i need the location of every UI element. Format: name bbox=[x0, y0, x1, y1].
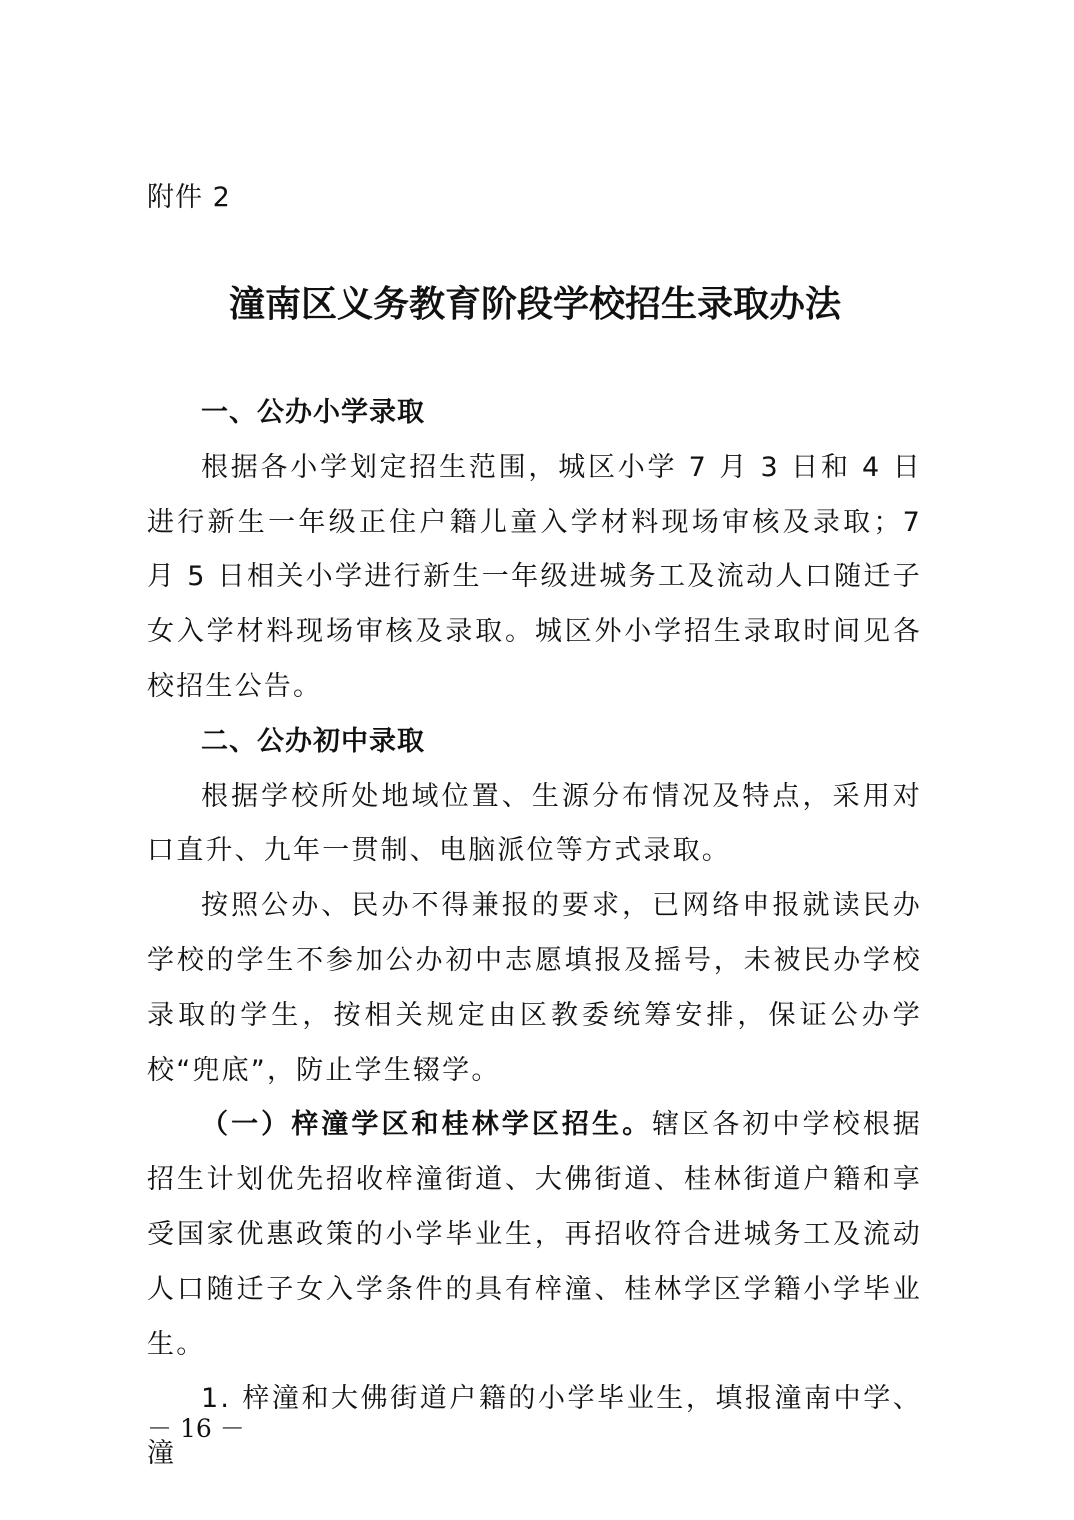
paragraph-zitong-guilin-districts bbox=[147, 1098, 922, 1372]
page-number: － 16 － bbox=[147, 1414, 245, 1443]
document-body bbox=[147, 386, 922, 1482]
paragraph-junior-high-methods: 根据学校所处地域位置、生源分布情况及特点，采用对口直升、九年一贯制、电脑派位等方式录取。 bbox=[147, 780, 922, 867]
section-heading-primary-school: 一、公办小学录取 bbox=[201, 397, 425, 428]
paragraph-public-private-rule: 按照公办、民办不得兼报的要求，已网络申报就读民办学校的学生不参加公办初中志愿填报及摇号，未被民办学校录取的学生，按相关规定由区教委统筹安排，保证公办学校“兜底”，防止学生辍学。 bbox=[147, 890, 922, 1086]
document-title: 潼南区义务教育阶段学校招生录取办法 bbox=[228, 283, 841, 325]
list-item-1-zitong-dafo: 1. 梓潼和大佛街道户籍的小学毕业生，填报潼南中学、潼 bbox=[147, 1383, 922, 1470]
section-heading-junior-high: 二、公办初中录取 bbox=[201, 725, 425, 757]
paragraph-zitong-guilin-text: 辖区各初中学校根据招生计划优先招收梓潼街道、大佛街道、桂林街道户籍和享受国家优惠政策的小学毕业生，再招收符合进城务工及流动人口随迁子女入学条件的具有梓潼、桂林学区学籍小学毕业生。 bbox=[147, 1109, 922, 1360]
subheading-zitong-guilin: （一）梓潼学区和桂林学区招生。 bbox=[201, 1109, 653, 1141]
annex-label: 附件 2 bbox=[147, 182, 231, 213]
paragraph-primary-school-admission: 根据各小学划定招生范围，城区小学 7 月 3 日和 4 日进行新生一年级正住户籍儿童入学材料现场审核及录取；7 月 5 日相关小学进行新生一年级进城务工及流动人口随迁子女入学材料现场审核及录取。城区外小学招生录取时间见各校招生公告。 bbox=[147, 451, 922, 702]
